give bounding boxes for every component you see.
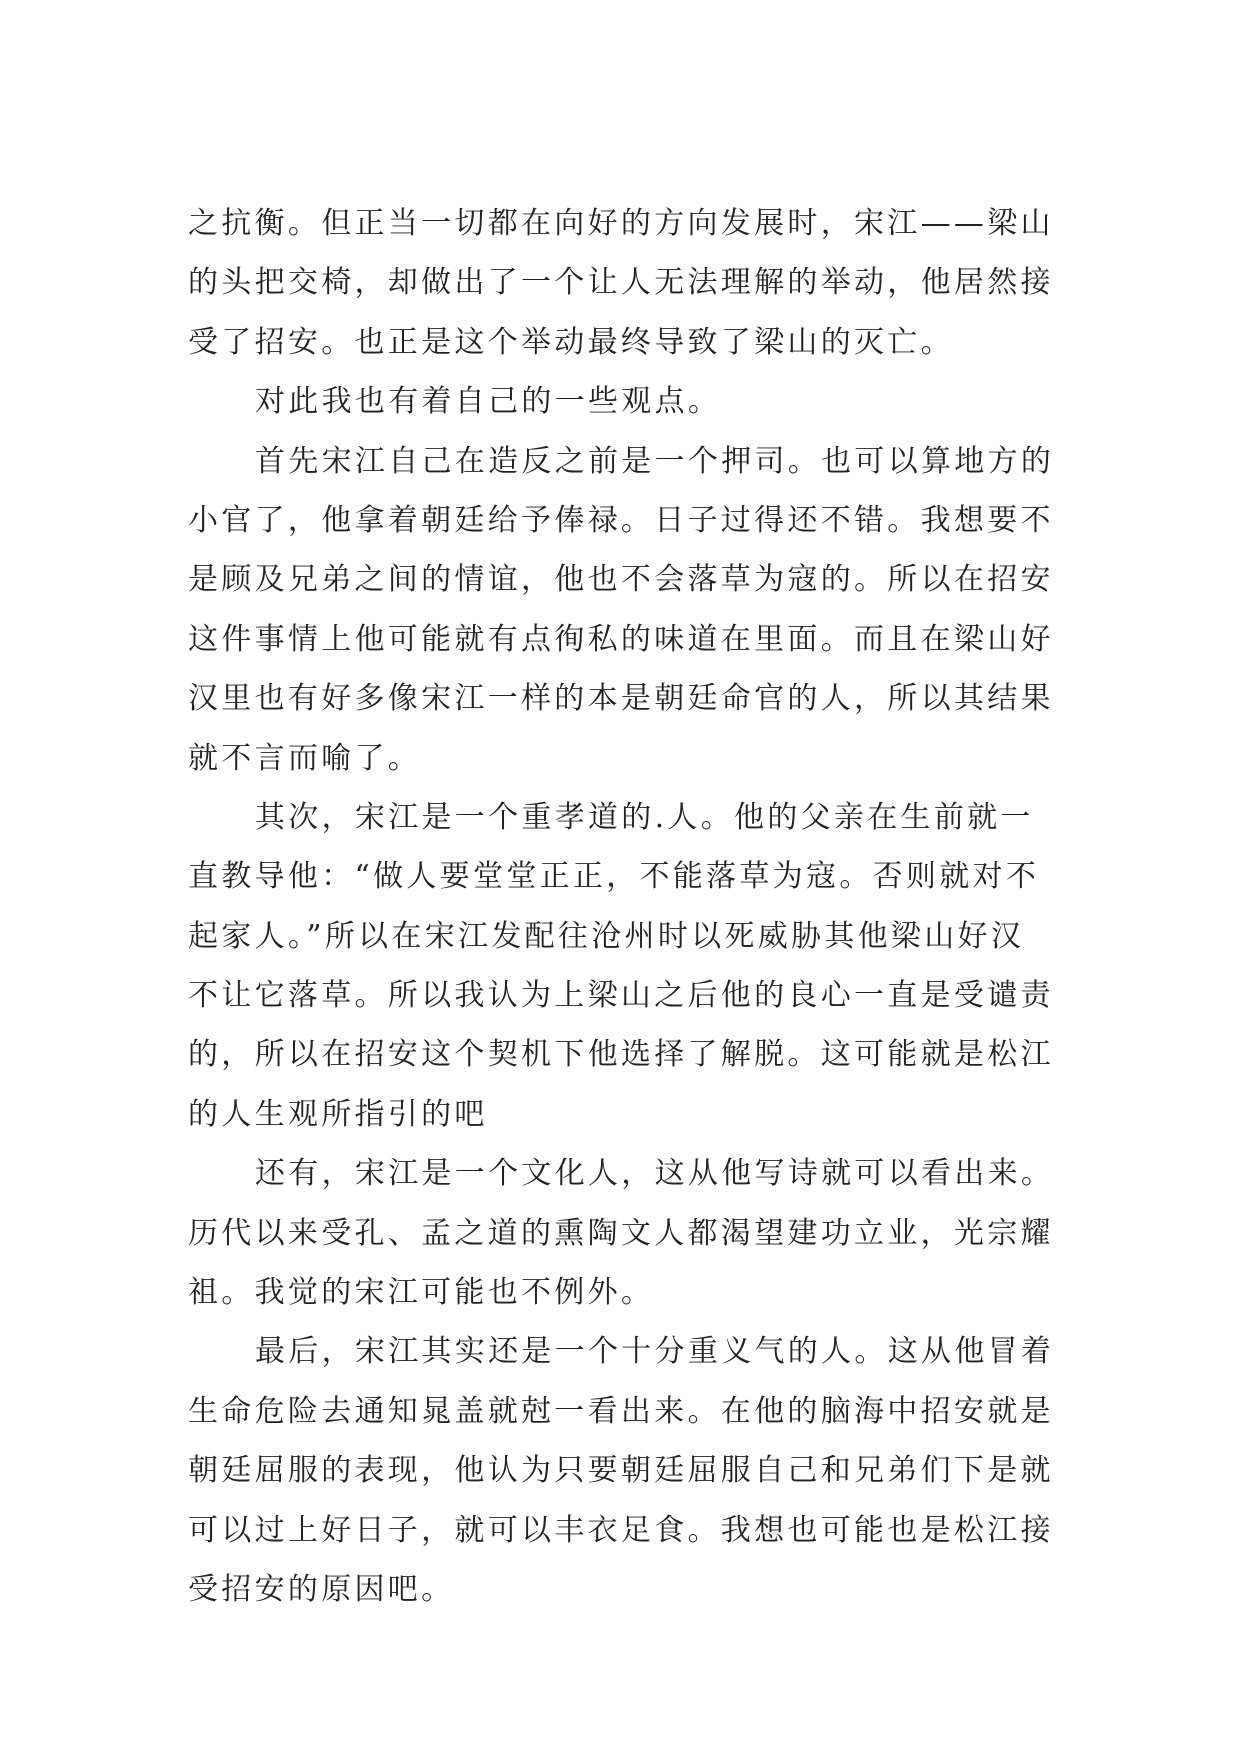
- text-line: 还有，宋江是一个文化人，这从他写诗就可以看出来。: [255, 1156, 1055, 1192]
- text-line: 生命危险去通知晁盖就尅一看出来。在他的脑海中招安就是: [188, 1393, 1054, 1429]
- text-line: 就不言而喻了。: [188, 740, 422, 776]
- text-line: 不让它落草。所以我认为上梁山之后他的良心一直是受谴责: [188, 978, 1054, 1014]
- text-line: 起家人。”所以在宋江发配往沧州时以死威胁其他梁山好汉: [188, 918, 1025, 954]
- text-line: 的头把交椅，却做出了一个让人无法理解的举动，他居然接: [188, 265, 1054, 301]
- document-body: [188, 194, 1068, 1619]
- text-line: 最后，宋江其实还是一个十分重义气的人。这从他冒着: [255, 1334, 1055, 1370]
- text-line: 是顾及兄弟之间的情谊，他也不会落草为寇的。所以在招安: [188, 562, 1054, 598]
- text-line: 这件事情上他可能就有点徇私的味道在里面。而且在梁山好: [188, 621, 1054, 657]
- text-line: 祖。我觉的宋江可能也不例外。: [188, 1275, 655, 1311]
- text-line: 历代以来受孔、孟之道的熏陶文人都渴望建功立业，光宗耀: [188, 1215, 1054, 1251]
- text-line: 直教导他：“做人要堂堂正正，不能落草为寇。否则就对不: [188, 859, 1040, 895]
- text-line: 首先宋江自己在造反之前是一个押司。也可以算地方的: [255, 443, 1055, 479]
- text-line: 受招安的原因吧。: [188, 1571, 455, 1607]
- text-line: 之抗衡。但正当一切都在向好的方向发展时，宋江——梁山: [188, 206, 1054, 241]
- text-line: 对此我也有着自己的一些观点。: [255, 384, 722, 420]
- text-line: 受了招安。也正是这个举动最终导致了梁山的灭亡。: [188, 324, 954, 360]
- text-line: 小官了，他拿着朝廷给予俸禄。日子过得还不错。我想要不: [188, 502, 1054, 538]
- text-line: 朝廷屈服的表现，他认为只要朝廷屈服自己和兄弟们下是就: [188, 1453, 1054, 1489]
- text-line: 汉里也有好多像宋江一样的本是朝廷命官的人，所以其结果: [188, 681, 1054, 717]
- text-line: 的人生观所指引的吧: [188, 1096, 488, 1132]
- text-line: 的，所以在招安这个契机下他选择了解脱。这可能就是松江: [188, 1037, 1054, 1073]
- text-line: 可以过上好日子，就可以丰衣足食。我想也可能也是松江接: [188, 1512, 1054, 1548]
- text-line: 其次，宋江是一个重孝道的.人。他的父亲在生前就一: [255, 799, 1034, 835]
